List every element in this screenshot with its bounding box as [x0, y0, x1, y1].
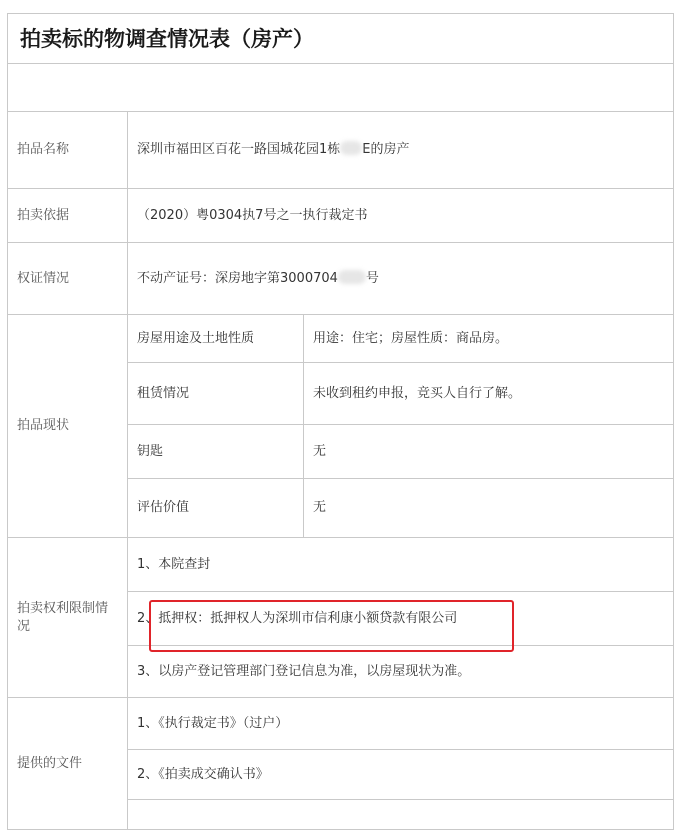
docs-item-empty: [128, 800, 674, 830]
docs-row: [8, 698, 674, 750]
empty-cell: [8, 64, 674, 112]
status-item-label: 租赁情况: [128, 363, 304, 425]
docs-item: 1、《执行裁定书》（过户）: [128, 698, 674, 750]
basis-label: 拍卖依据: [8, 189, 128, 243]
docs-item: 2、《拍卖成交确认书》: [128, 750, 674, 800]
title-cert-suffix: 号: [365, 270, 379, 286]
title-cert-label: 权证情况: [8, 243, 128, 315]
item-name-suffix: E的房产: [362, 142, 410, 157]
status-item-value: 无: [304, 425, 674, 479]
docs-label: 提供的文件: [8, 698, 128, 830]
status-label: 拍品现状: [8, 315, 128, 538]
item-name-prefix: 深圳市福田区百花一路国城花园1栋: [137, 142, 341, 157]
status-item-label: 房屋用途及土地性质: [128, 315, 304, 363]
rights-label: 拍卖权利限制情况: [8, 538, 128, 698]
status-item-label: 评估价值: [128, 479, 304, 538]
item-name-value: [128, 112, 674, 189]
rights-item-mortgage: 2、抵押权：抵押权人为深圳市信利康小额贷款有限公司: [128, 592, 674, 646]
item-name-row: [8, 112, 674, 189]
title-cert-value: [128, 243, 674, 315]
rights-row: [8, 538, 674, 592]
rights-item: 1、本院查封: [128, 538, 674, 592]
title-cert-row: [8, 243, 674, 315]
basis-value: （2020）粤0304执7号之一执行裁定书: [128, 189, 674, 243]
basis-row: [8, 189, 674, 243]
redacted-mark: [338, 270, 366, 284]
table-title: 拍卖标的物调查情况表（房产）: [8, 14, 674, 64]
title-cert-prefix: 不动产证号：深房地字第3000704: [137, 270, 338, 286]
empty-row: [8, 64, 674, 112]
rights-item: 3、以房产登记管理部门登记信息为准，以房屋现状为准。: [128, 646, 674, 698]
status-item-label: 钥匙: [128, 425, 304, 479]
redacted-mark: [340, 141, 362, 155]
status-item-value: 无: [304, 479, 674, 538]
status-row: [8, 315, 674, 363]
title-row: [8, 14, 674, 64]
auction-survey-table: [7, 13, 674, 830]
item-name-label: 拍品名称: [8, 112, 128, 189]
status-item-value: 未收到租约申报，竞买人自行了解。: [304, 363, 674, 425]
status-item-value: 用途：住宅；房屋性质：商品房。: [304, 315, 674, 363]
